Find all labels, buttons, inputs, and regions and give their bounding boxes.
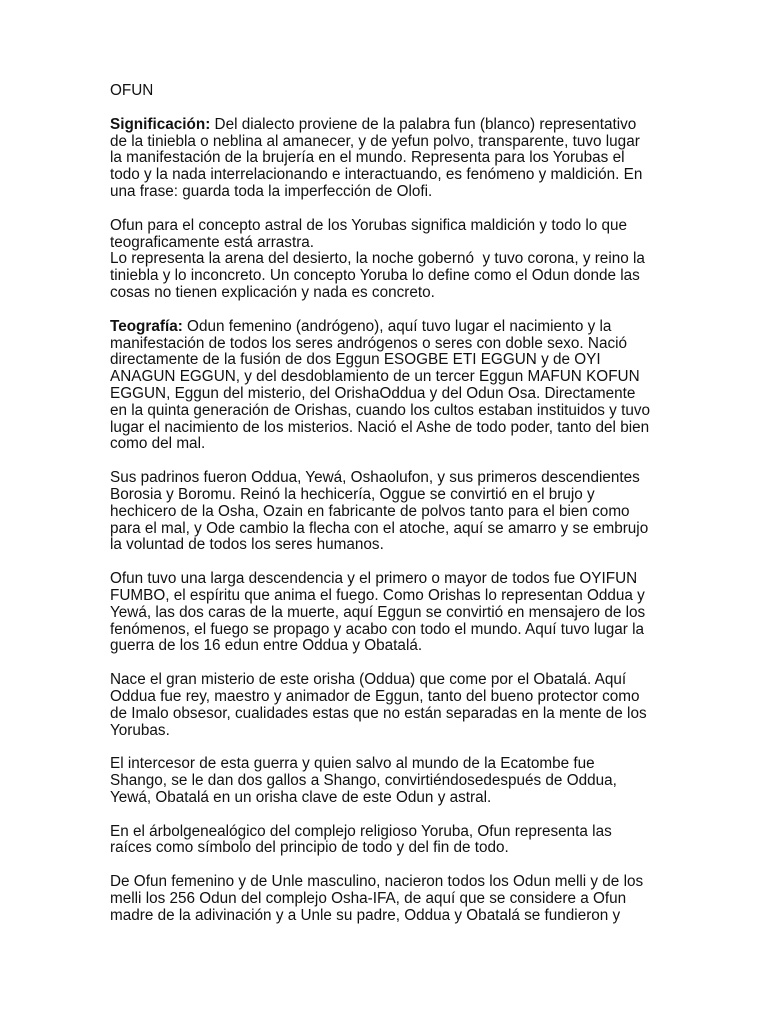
text-line xyxy=(110,537,670,554)
line-text: la voluntad de todos los seres humanos. xyxy=(110,536,384,554)
line-text: directamente de la fusión de dos Eggun ESOGBE ETI EGGUN y de OYI xyxy=(110,351,601,369)
line-text: Ofun para el concepto astral de los Yorubas significa maldición y todo lo que xyxy=(110,216,628,234)
paragraph xyxy=(110,824,670,858)
line-text: fenómenos, el fuego se propago y acabo con todo el mundo. Aquí tuvo lugar la xyxy=(110,620,645,638)
line-text: guerra de los 16 edun entre Oddua y Obatalá. xyxy=(110,637,423,655)
line-text: ANAGUN EGGUN, y del desdoblamiento de un tercer Eggun MAFUN KOFUN xyxy=(110,368,640,386)
line-text: la manifestación de la brujería en el mundo. Representa para los Yorubas el xyxy=(110,149,625,167)
text-line xyxy=(110,840,670,857)
text-line xyxy=(110,521,670,538)
line-text: FUMBO, el espíritu que anima el fuego. Como Orishas lo representan Oddua y xyxy=(110,586,645,604)
line-text: De Ofun femenino y de Unle masculino, nacieron todos los Odun melli y de los xyxy=(110,873,644,891)
line-text: madre de la adivinación y a Unle su padre, Oddua y Obatalá se fundieron y xyxy=(110,906,621,924)
line-text: hechicero de la Osha, Ozain en fabricante de polvos tanto para el bien como xyxy=(110,502,630,520)
line-text: Nace el gran misterio de este orisha (Oddua) que come por el Obatalá. Aquí xyxy=(110,671,627,689)
text-line xyxy=(110,891,670,908)
line-text: Oddua fue rey, maestro y animador de Eggun, tanto del bueno protector como xyxy=(110,687,640,705)
text-line xyxy=(110,319,670,336)
text-line xyxy=(110,773,670,790)
text-line xyxy=(110,672,670,689)
line-text: tiniebla y lo inconcreto. Un concepto Yoruba lo define como el Odun donde las xyxy=(110,267,640,285)
text-line xyxy=(110,689,670,706)
line-text: En el árbolgenealógico del complejo religioso Yoruba, Ofun representa las xyxy=(110,822,612,840)
paragraph xyxy=(110,470,670,554)
line-text: teograficamente está arrastra. xyxy=(110,233,315,251)
line-text: para el mal, y Ode cambio la flecha con el atoche, aquí se amarro y se embrujo xyxy=(110,519,649,537)
line-text: El intercesor de esta guerra y quien salvo al mundo de la Ecatombe fue xyxy=(110,755,595,773)
text-line xyxy=(110,436,670,453)
text-line xyxy=(110,790,670,807)
line-text: de la tiniebla o neblina al amanecer, y de yefun polvo, transparente, tuvo lugar xyxy=(110,132,640,150)
text-line xyxy=(110,622,670,639)
line-text: Ofun tuvo una larga descendencia y el primero o mayor de todos fue OYIFUN xyxy=(110,570,638,588)
line-text: Shango, se le dan dos gallos a Shango, convirtiéndosedespués de Oddua, xyxy=(110,772,617,790)
text-line xyxy=(110,235,670,252)
line-text: de Imalo obsesor, cualidades estas que no están separadas en la mente de los xyxy=(110,704,647,722)
line-text: en la quinta generación de Orishas, cuando los cultos estaban instituidos y tuvo xyxy=(110,401,650,419)
paragraph xyxy=(110,756,670,806)
text-line xyxy=(110,352,670,369)
text-line xyxy=(110,824,670,841)
text-line xyxy=(110,874,670,891)
line-text: lugar el nacimiento de los misterios. Nació el Ashe de todo poder, tanto del bien xyxy=(110,418,650,436)
line-text: Del dialecto proviene de la palabra fun (blanco) representativo xyxy=(210,115,637,133)
paragraph xyxy=(110,117,670,201)
text-line xyxy=(110,638,670,655)
text-line xyxy=(110,268,670,285)
line-text: una frase: guarda toda la imperfección de Olofi. xyxy=(110,182,433,200)
text-line xyxy=(110,251,670,268)
line-text: Borosia y Boromu. Reinó la hechicería, Oggue se convirtió en el brujo y xyxy=(110,485,595,503)
paragraph xyxy=(110,874,670,924)
paragraph xyxy=(110,218,670,302)
document-title: OFUN xyxy=(110,82,154,99)
line-text: como del mal. xyxy=(110,435,206,453)
line-text: raíces como símbolo del principio de todo y del fin de todo. xyxy=(110,839,509,857)
text-line xyxy=(110,386,670,403)
text-line xyxy=(110,117,670,134)
paragraph xyxy=(110,319,670,453)
text-line xyxy=(110,336,670,353)
text-line xyxy=(110,605,670,622)
document-page xyxy=(110,83,670,942)
line-text: manifestación de todos los seres andrógenos o seres con doble sexo. Nació xyxy=(110,334,628,352)
text-line xyxy=(110,403,670,420)
text-line xyxy=(110,470,670,487)
line-text: Yewá, las dos caras de la muerte, aquí Eggun se convirtió en mensajero de los xyxy=(110,603,646,621)
text-line xyxy=(110,504,670,521)
document-body xyxy=(110,117,670,925)
text-line xyxy=(110,285,670,302)
paragraph xyxy=(110,672,670,739)
text-line xyxy=(110,908,670,925)
line-text: Lo representa la arena del desierto, la noche gobernó y tuvo corona, y reino la xyxy=(110,250,645,268)
text-line xyxy=(110,134,670,151)
text-line xyxy=(110,420,670,437)
line-text: EGGUN, Eggun del misterio, del OrishaOddua y del Odun Osa. Directamente xyxy=(110,384,636,402)
paragraph-term: Teografía: xyxy=(110,317,183,335)
paragraph xyxy=(110,571,670,655)
text-line xyxy=(110,184,670,201)
paragraph-term: Significación: xyxy=(110,115,211,133)
text-line xyxy=(110,706,670,723)
text-line xyxy=(110,218,670,235)
text-line xyxy=(110,723,670,740)
text-line xyxy=(110,167,670,184)
line-text: melli los 256 Odun del complejo Osha-IFA, de aquí que se considere a Ofun xyxy=(110,890,627,908)
text-line xyxy=(110,571,670,588)
text-line xyxy=(110,150,670,167)
text-line xyxy=(110,369,670,386)
line-text: Odun femenino (andrógeno), aquí tuvo lugar el nacimiento y la xyxy=(182,317,612,335)
text-line xyxy=(110,756,670,773)
text-line xyxy=(110,487,670,504)
line-text: cosas no tienen explicación y nada es concreto. xyxy=(110,283,435,301)
line-text: Sus padrinos fueron Oddua, Yewá, Oshaolufon, y sus primeros descendientes xyxy=(110,469,640,487)
line-text: Yorubas. xyxy=(110,721,170,739)
line-text: Yewá, Obatalá en un orisha clave de este Odun y astral. xyxy=(110,788,492,806)
line-text: todo y la nada interrelacionando e interactuando, es fenómeno y maldición. En xyxy=(110,166,643,184)
text-line xyxy=(110,588,670,605)
